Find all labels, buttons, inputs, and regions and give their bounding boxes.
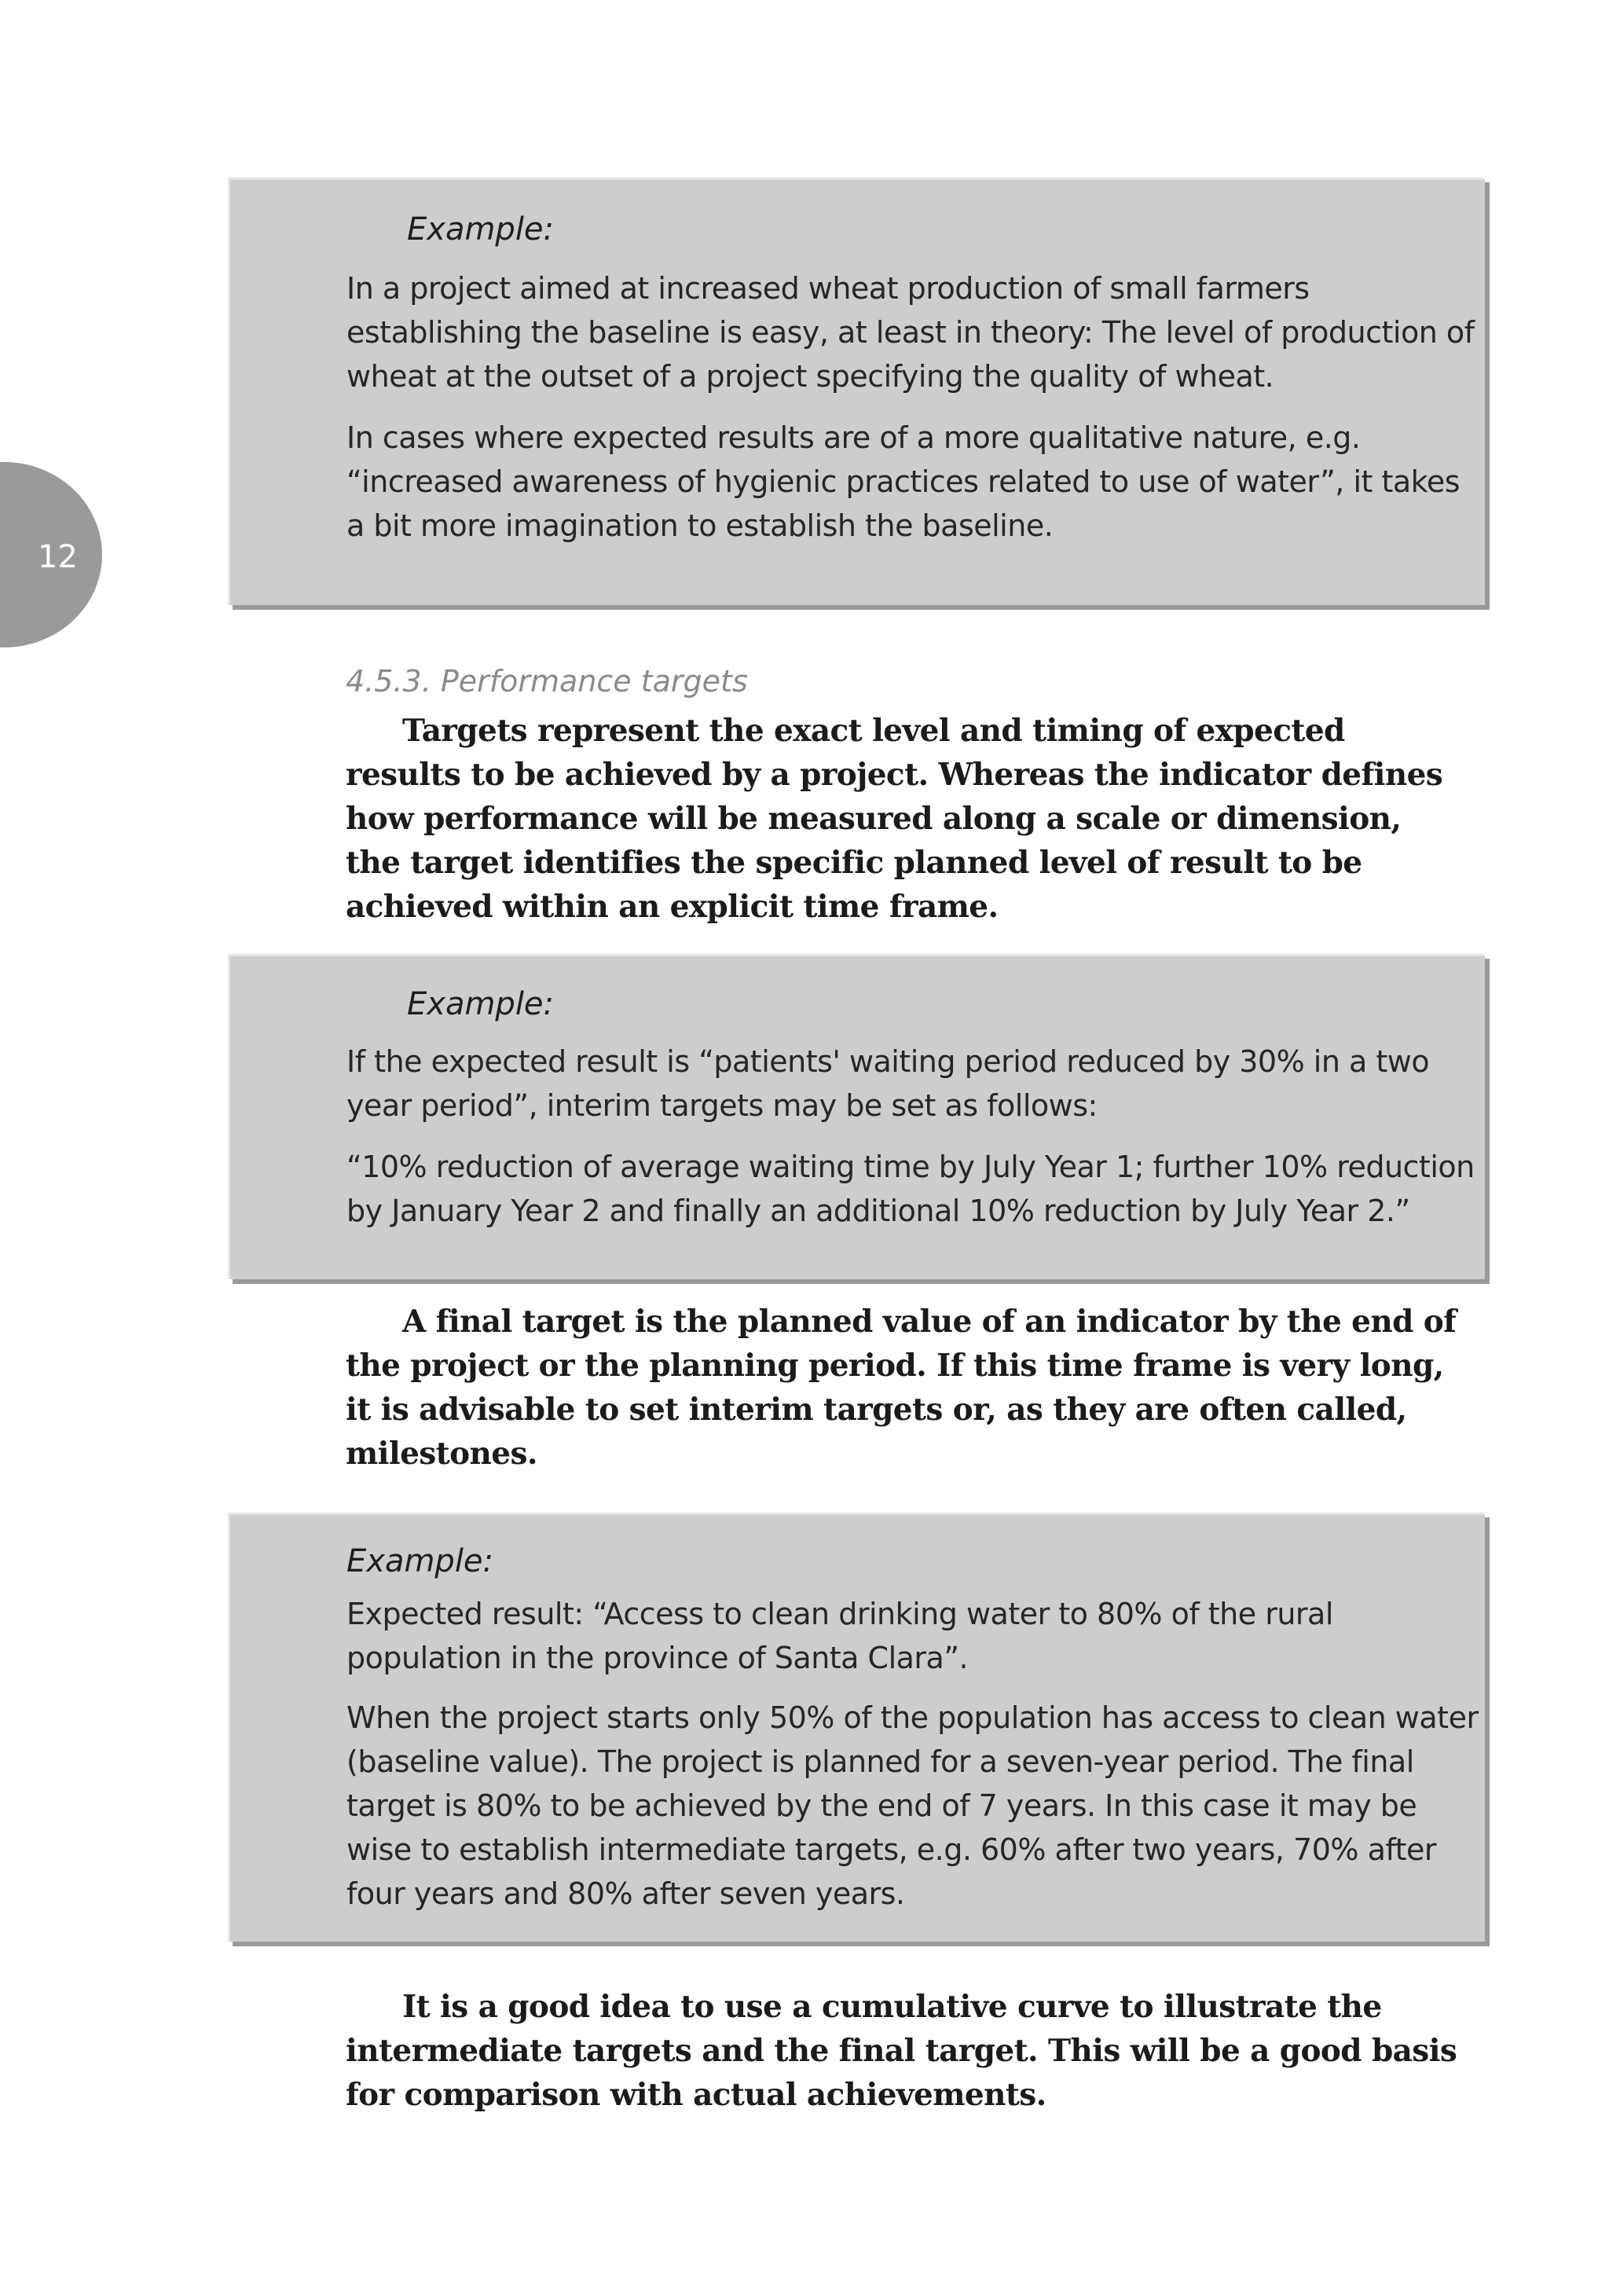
body-paragraph: A final target is the planned value of an indicator by the end of the project or the planning period. If this time frame is very long, it is advisable to set interim targets or, as they are often called, milestones. xyxy=(346,1304,1457,1472)
example-paragraph: “10% reduction of average waiting time by July Year 1; further 10% reduction by January Year 2 and finally an additional 10% reduction by July Year 2.” xyxy=(346,1150,1475,1228)
section-heading: 4.5.3. Performance targets xyxy=(346,664,748,699)
example-paragraph: If the expected result is “patients' waiting period reduced by 30% in a two year period”, interim targets may be set as follows: xyxy=(346,1044,1430,1123)
example-paragraph: Expected result: “Access to clean drinking water to 80% of the rural population in the province of Santa Clara”. xyxy=(346,1597,1333,1675)
example-paragraph: When the project starts only 50% of the population has access to clean water (baseline value). The project is planned for a seven-year period. The final target is 80% to be achieved by the end of 7 years. In this case it may be wise to establish intermediate targets, e.g. 60% after two years, 70% after four years and 80% after seven years. xyxy=(346,1700,1479,1911)
example-paragraph: In a project aimed at increased wheat production of small farmers establishing the baseline is easy, at least in theory: The level of production of wheat at the outset of a project specifying the quality of wheat. xyxy=(346,271,1475,394)
example-box-baseline xyxy=(228,178,1485,605)
page-number: 12 xyxy=(38,539,78,575)
example-label: Example: xyxy=(407,986,555,1022)
example-box-interim-targets xyxy=(228,954,1485,1279)
body-paragraph: Targets represent the exact level and timing of expected results to be achieved by a project. Whereas the indicator defines how performance will be measured along a scale or dimension, the target identifies the specific planned level of result to be achieved within an explicit time frame. xyxy=(346,713,1443,925)
body-paragraph: It is a good idea to use a cumulative curve to illustrate the intermediate targets and the final target. This will be a good basis for comparison with actual achievements. xyxy=(346,1989,1457,2113)
example-box-drinking-water xyxy=(228,1513,1485,1942)
example-label: Example: xyxy=(346,1543,494,1579)
example-label: Example: xyxy=(407,211,555,248)
example-paragraph: In cases where expected results are of a more qualitative nature, e.g. “increased awareness of hygienic practices related to use of water”, it takes a bit more imagination to establish the baseline. xyxy=(346,420,1461,543)
